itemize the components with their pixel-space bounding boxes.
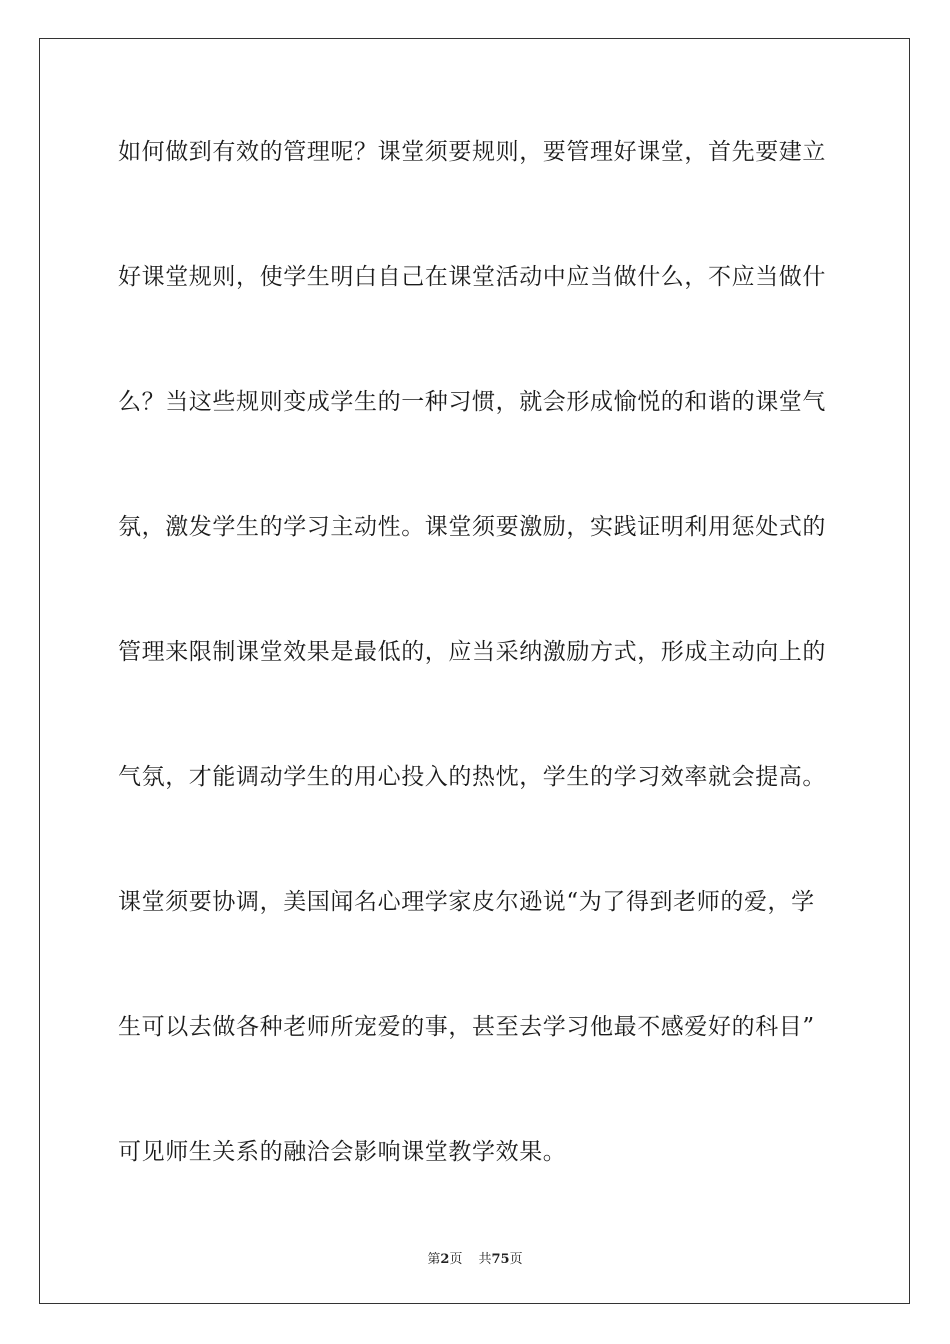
text-line: 生可以去做各种老师所宠爱的事，甚至去学习他最不感爱好的科目” [118,1014,815,1040]
page-suffix: 页 [449,1252,463,1267]
text-line: 么？当这些规则变成学生的一种习惯，就会形成愉悦的和谐的课堂气 [118,389,826,415]
total-suffix: 页 [509,1252,523,1267]
page-footer [0,1248,950,1267]
text-line: 氛，激发学生的学习主动性。课堂须要激励，实践证明利用惩处式的 [118,514,826,540]
text-line: 管理来限制课堂效果是最低的，应当采纳激励方式，形成主动向上的 [118,639,826,665]
text-line: 如何做到有效的管理呢？课堂须要规则，要管理好课堂，首先要建立 [118,139,826,165]
document-body [118,127,838,1252]
page-number: 2 [440,1252,450,1267]
text-line: 可见师生关系的融洽会影响课堂教学效果。 [118,1139,567,1165]
page-prefix: 第 [427,1252,441,1267]
total-pages: 75 [491,1252,510,1267]
text-line: 气氛，才能调动学生的用心投入的热忱，学生的学习效率就会提高。 [118,764,826,790]
total-prefix: 共 [478,1252,492,1267]
text-line: 好课堂规则，使学生明白自己在课堂活动中应当做什么，不应当做什 [118,264,826,290]
text-line: 课堂须要协调，美国闻名心理学家皮尔逊说“为了得到老师的爱，学 [118,889,815,915]
